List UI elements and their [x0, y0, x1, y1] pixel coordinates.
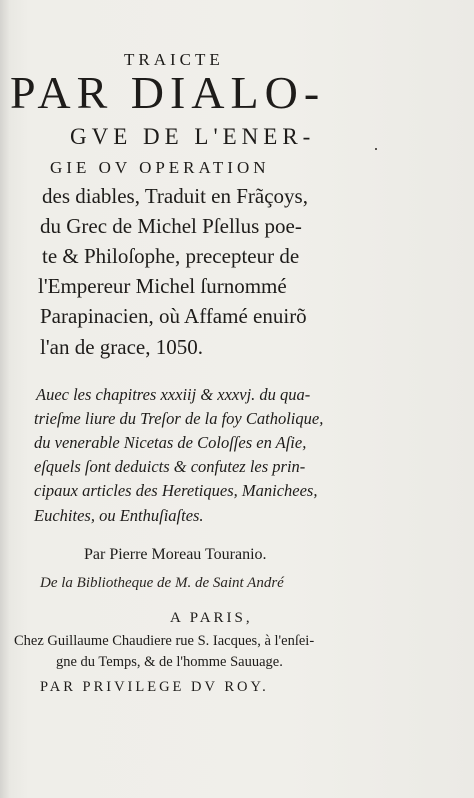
body-line-4: l'Empereur Michel ſurnommé: [38, 274, 287, 298]
italic-line-2: trieſme liure du Treſor de la foy Catholique,: [34, 409, 324, 428]
handwritten-provenance: De la Bibliotheque de M. de Saint André: [40, 575, 284, 591]
body-line-1: des diables, Traduit en Frãçoys,: [42, 184, 308, 208]
body-line-3: te & Philoſophe, precepteur de: [42, 244, 300, 268]
italic-line-3: du venerable Nicetas de Coloſſes en Aſie,: [34, 433, 307, 452]
imprint-privilege: PAR PRIVILEGE DV ROY.: [40, 679, 269, 695]
author-line: Par Pierre Moreau Touranio.: [84, 546, 267, 563]
body-line-6: l'an de grace, 1050.: [40, 335, 203, 359]
imprint-publisher-2: gne du Temps, & de l'homme Sauuage.: [56, 654, 283, 670]
title-line-3: GVE DE L'ENER-: [70, 124, 316, 149]
title-line-4: GIE OV OPERATION: [50, 158, 270, 177]
imprint-publisher-1: Chez Guillaume Chaudiere rue S. Iacques, à l'enſei-: [14, 633, 315, 649]
page-edge-shadow: [0, 0, 10, 798]
body-line-2: du Grec de Michel Pſellus poe-: [40, 214, 302, 238]
main-title: PAR DIALO-: [10, 67, 326, 118]
italic-line-1: Auec les chapitres xxxiij & xxxvj. du qua-: [36, 385, 311, 404]
italic-line-5: cipaux articles des Heretiques, Manichees,: [34, 481, 318, 500]
body-line-5: Parapinacien, où Affamé enuirõ: [40, 304, 307, 328]
imprint-city: A PARIS,: [170, 610, 253, 626]
ink-speck: [375, 148, 377, 150]
italic-line-4: eſquels ſont deduicts & confutez les prin-: [34, 457, 306, 476]
heading-traicte: TRAICTE: [124, 50, 224, 69]
italic-line-6: Euchites, ou Enthuſiaſtes.: [34, 506, 204, 525]
